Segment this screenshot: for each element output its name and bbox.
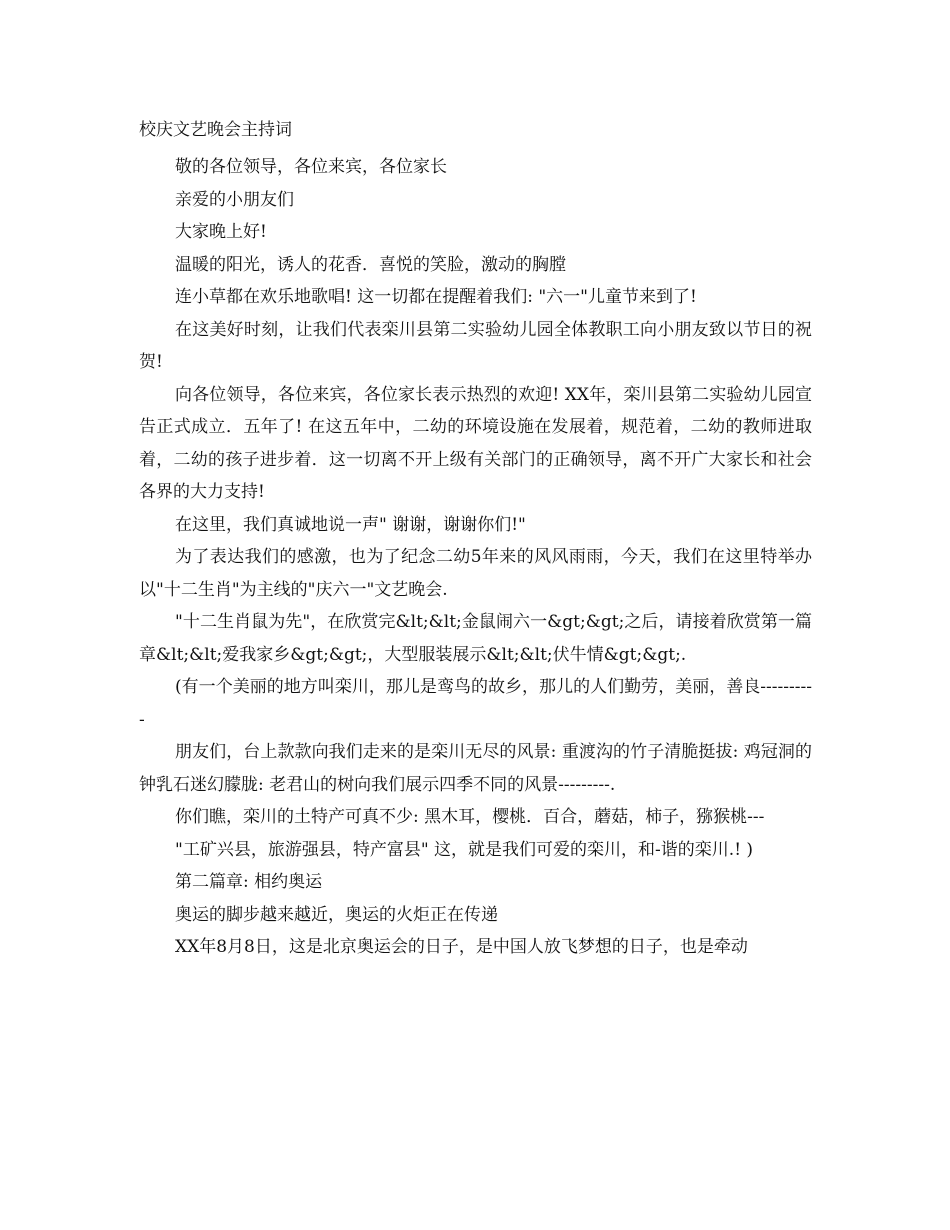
paragraph: 敬的各位领导，各位来宾，各位家长 — [175, 157, 447, 177]
paragraph: "十二生肖鼠为先"，在欣赏完&lt;&lt;金鼠闹六一&gt;&gt;之后，请接着欣赏第一篇章&lt;&lt;爱我家乡&gt;&gt;，大型服装展示&lt;&lt;伏牛情&gt;&gt;. — [139, 612, 812, 665]
document-body — [139, 151, 812, 964]
paragraph: 第二篇章: 相约奥运 — [175, 872, 323, 892]
paragraph: 亲爱的小朋友们 — [175, 189, 294, 210]
paragraph: 奥运的脚步越来越近，奥运的火炬正在传递 — [175, 904, 498, 925]
paragraph: (有一个美丽的地方叫栾川，那儿是鸾鸟的故乡，那儿的人们勤劳，美丽，善良---------- — [139, 677, 812, 730]
paragraph: 连小草都在欢乐地歌唱! 这一切都在提醒着我们: "六一"儿童节来到了! — [175, 287, 697, 307]
paragraph: 温暖的阳光，诱人的花香．喜悦的笑脸，激动的胸膛 — [175, 254, 566, 275]
paragraph: "工矿兴县，旅游强县，特产富县" 这，就是我们可爱的栾川，和-谐的栾川.! ) — [175, 839, 754, 860]
paragraph: 为了表达我们的感激，也为了纪念二幼5年来的风风雨雨，今天，我们在这里特举办以"十二生肖"为主线的"庆六一"文艺晚会. — [139, 547, 812, 600]
paragraph: 在这里，我们真诚地说一声" 谢谢，谢谢你们!" — [175, 514, 526, 535]
paragraph: XX年8月8日，这是北京奥运会的日子，是中国人放飞梦想的日子，也是牵动 — [175, 937, 748, 957]
paragraph: 向各位领导，各位来宾，各位家长表示热烈的欢迎! XX年，栾川县第二实验幼儿园宣告正式成立．五年了! 在这五年中，二幼的环境设施在发展着，规范着，二幼的教师进取着，二幼的孩子进步着．这一切离不开上级有关部门的正确领导，离不开广大家长和社会各界的大力支持! — [139, 384, 812, 502]
document-title: 校庆文艺晚会主持词 — [139, 120, 292, 140]
paragraph: 你们瞧，栾川的土特产可真不少: 黑木耳，樱桃．百合，蘑菇，柿子，猕猴桃--- — [175, 807, 765, 827]
paragraph: 大家晚上好! — [175, 222, 267, 242]
paragraph: 朋友们，台上款款向我们走来的是栾川无尽的风景: 重渡沟的竹子清脆挺拔: 鸡冠洞的钟乳石迷幻朦胧: 老君山的树向我们展示四季不同的风景---------. — [139, 742, 812, 795]
paragraph: 在这美好时刻，让我们代表栾川县第二实验幼儿园全体教职工向小朋友致以节日的祝贺! — [139, 319, 812, 372]
